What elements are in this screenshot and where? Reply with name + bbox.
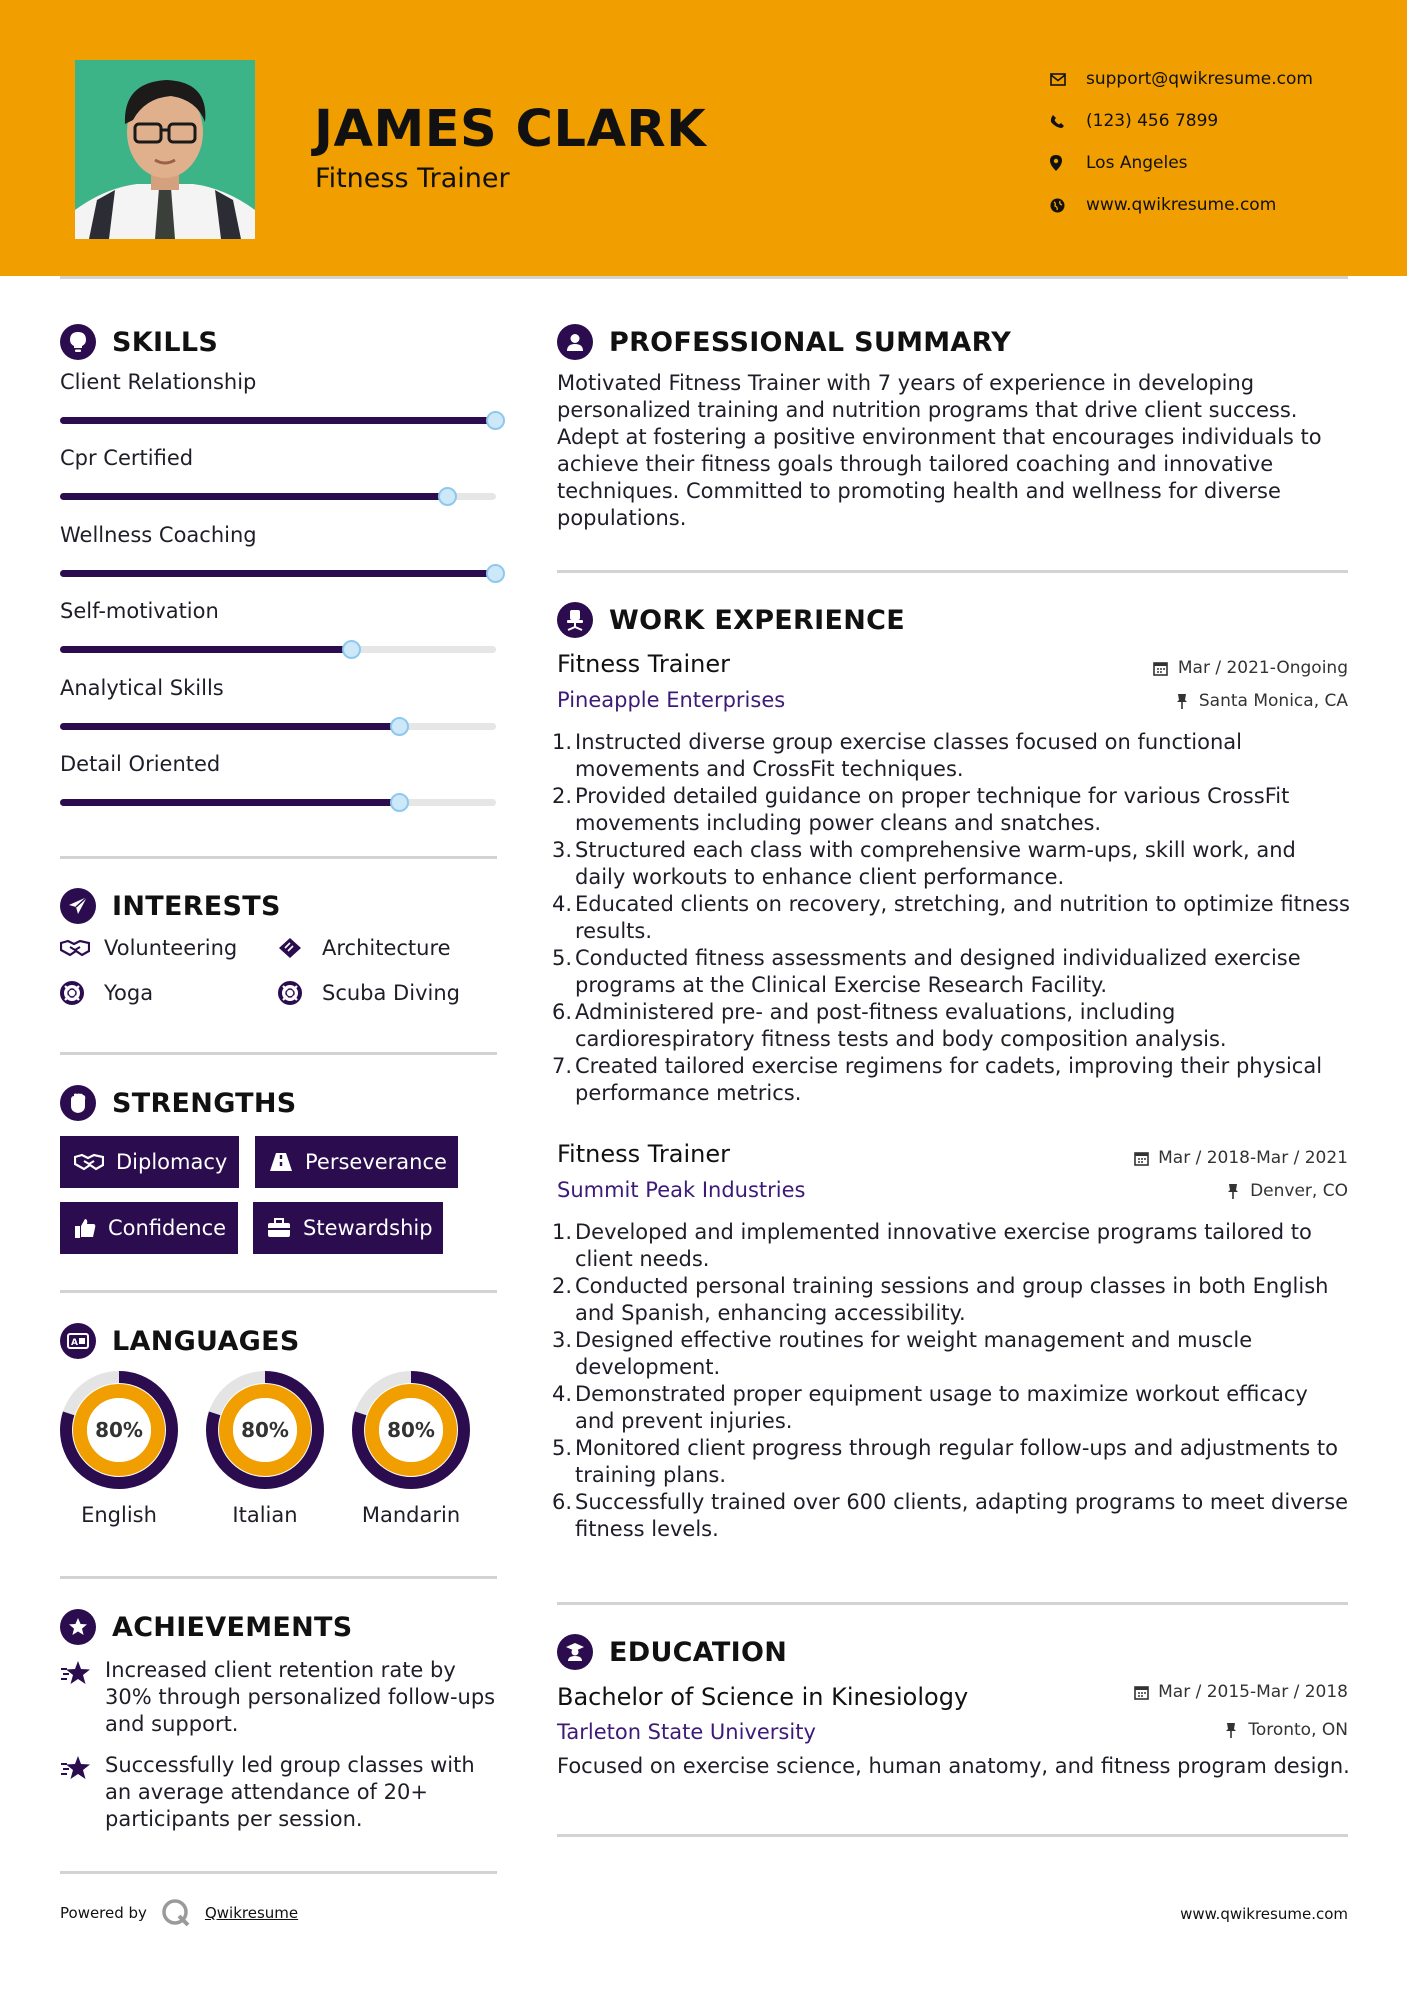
language-ring — [58, 1369, 180, 1491]
job-company: Pineapple Enterprises — [557, 688, 786, 712]
job-bullet-text: Designed effective routines for weight management and muscle development. — [575, 1328, 1253, 1379]
job-title: Fitness Trainer — [557, 1140, 730, 1168]
location-pin-icon — [1050, 153, 1086, 173]
job-bullets — [552, 1219, 1352, 1543]
skills-title: SKILLS — [112, 326, 219, 358]
interest-item — [278, 980, 460, 1006]
job-bullet-text: Conducted personal training sessions and group classes in both English and Spanish, enhancing accessibility. — [575, 1274, 1329, 1325]
experience-title: WORK EXPERIENCE — [609, 604, 905, 636]
skill-label: Client Relationship — [60, 370, 257, 394]
skill-item — [60, 370, 500, 446]
bullet-number: 5. — [552, 946, 573, 970]
bullet-number: 3. — [552, 838, 573, 862]
summary-text: Motivated Fitness Trainer with 7 years of experience in developing personalized training and nutrition programs that drive client success. Adept at fostering a positive environment that encourages individuals to achieve their fitness goals through tailored coaching and innovative techniques. Committed to promoting health and wellness for diverse populations. — [557, 371, 1322, 530]
thumbs-up-icon — [74, 1216, 96, 1240]
job-bullet — [552, 837, 1352, 891]
resume-header — [0, 0, 1407, 276]
footer-website[interactable]: www.qwikresume.com — [1180, 1905, 1348, 1923]
skill-bar-fill — [60, 493, 448, 500]
skill-bar-fill — [60, 723, 400, 730]
bullet-number: 4. — [552, 1382, 573, 1406]
skill-item — [60, 676, 500, 752]
interest-label: Yoga — [104, 981, 154, 1005]
job-location — [1225, 1181, 1348, 1201]
briefcase-icon — [267, 1216, 291, 1240]
skill-bar-knob — [486, 564, 505, 583]
skill-label: Wellness Coaching — [60, 522, 257, 547]
interest-label: Architecture — [322, 936, 451, 960]
job-location — [1174, 691, 1348, 711]
achievements-heading — [60, 1609, 353, 1645]
interests-heading — [60, 888, 281, 924]
section-divider — [60, 1290, 497, 1293]
job-bullet-text: Conducted fitness assessments and designed individualized exercise programs at the Clinical Exercise Research Facility. — [575, 946, 1301, 997]
education-dates — [1133, 1682, 1348, 1702]
section-divider — [557, 1834, 1348, 1837]
languages-heading — [60, 1323, 300, 1359]
job-dates-text: Mar / 2021-Ongoing — [1177, 658, 1348, 678]
calendar-icon — [1133, 1150, 1149, 1166]
contact-email-text: support@qwikresume.com — [1086, 69, 1313, 89]
skills-heading — [60, 324, 218, 360]
bullet-number: 4. — [552, 892, 573, 916]
job-bullet — [552, 1219, 1352, 1273]
job-dates — [1133, 1148, 1348, 1168]
section-divider — [557, 1602, 1348, 1605]
job-bullet — [552, 1053, 1352, 1107]
job-bullet-text: Created tailored exercise regimens for cadets, improving their physical performance metrics. — [575, 1054, 1323, 1105]
star-icon — [60, 1754, 92, 1784]
skill-bar — [60, 723, 496, 730]
skill-bar-fill — [60, 570, 496, 577]
education-location — [1223, 1720, 1348, 1740]
star-badge-icon — [60, 1609, 96, 1645]
contact-website-text: www.qwikresume.com — [1086, 195, 1277, 215]
job-bullet — [552, 1489, 1352, 1543]
skill-bar-knob — [486, 411, 505, 430]
job-title: Fitness Trainer — [557, 650, 730, 678]
graduate-icon — [557, 1634, 593, 1670]
lifebuoy-icon — [60, 980, 90, 1006]
powered-by-text: Powered by — [60, 1904, 147, 1922]
job-bullet-text: Monitored client progress through regular follow-ups and adjustments to training plans. — [575, 1436, 1338, 1487]
strength-chip — [253, 1202, 443, 1254]
interest-label: Scuba Diving — [322, 981, 460, 1005]
skill-bar-knob — [438, 487, 457, 506]
strength-chip — [255, 1136, 458, 1188]
job-bullet — [552, 1381, 1352, 1435]
skill-label: Cpr Certified — [60, 446, 194, 471]
skill-bar-fill — [60, 417, 496, 424]
contact-phone[interactable] — [1050, 100, 1380, 142]
education-heading — [557, 1634, 787, 1670]
bullet-number: 3. — [552, 1328, 573, 1352]
achievement-text: Successfully led group classes with an average attendance of 20+ participants per session. — [105, 1753, 475, 1831]
job-bullet-text: Instructed diverse group exercise classes focused on functional movements and CrossFit techniques. — [575, 730, 1242, 781]
job-location-text: Santa Monica, CA — [1198, 691, 1348, 711]
calendar-icon — [1153, 660, 1169, 676]
achievement-text: Increased client retention rate by 30% through personalized follow-ups and support. — [105, 1658, 496, 1736]
strength-label: Stewardship — [303, 1216, 433, 1240]
achievement-item — [60, 1752, 500, 1833]
contact-email[interactable] — [1050, 58, 1380, 100]
star-icon — [60, 1659, 92, 1689]
job-bullet — [552, 1327, 1352, 1381]
language-ring — [204, 1369, 326, 1491]
paper-plane-icon — [60, 888, 96, 924]
job-bullet — [552, 999, 1352, 1053]
skill-bar-knob — [390, 717, 409, 736]
achievement-item — [60, 1657, 500, 1738]
language-item — [58, 1369, 180, 1527]
job-bullet-text: Administered pre- and post-fitness evaluations, including cardiorespiratory fitness tests and body composition analysis. — [575, 1000, 1227, 1051]
job-bullet — [552, 891, 1352, 945]
interest-item — [60, 980, 153, 1006]
lightbulb-icon — [60, 324, 96, 360]
summary-heading — [557, 324, 1011, 360]
strength-chip — [60, 1136, 239, 1188]
interest-item — [278, 935, 451, 961]
job-dates-text: Mar / 2018-Mar / 2021 — [1158, 1148, 1348, 1168]
bullet-number: 7. — [552, 1054, 573, 1078]
lifebuoy-icon — [278, 980, 308, 1006]
interest-label: Volunteering — [104, 936, 238, 960]
section-divider — [60, 1871, 497, 1874]
education-school: Tarleton State University — [557, 1720, 816, 1744]
bullet-number: 6. — [552, 1490, 573, 1514]
job-bullet — [552, 1273, 1352, 1327]
contact-phone-text: (123) 456 7899 — [1086, 111, 1219, 131]
language-percent: 80% — [241, 1418, 289, 1442]
job-bullet-text: Structured each class with comprehensive warm-ups, skill work, and daily workouts to enhance client performance. — [575, 838, 1296, 889]
brand-link[interactable]: Qwikresume — [204, 1904, 299, 1922]
language-item — [204, 1369, 326, 1527]
bullet-number: 5. — [552, 1436, 573, 1460]
job-bullets — [552, 729, 1352, 1107]
handshake-icon — [74, 1150, 104, 1174]
strengths-title: STRENGTHS — [112, 1087, 297, 1119]
strength-label: Diplomacy — [116, 1150, 228, 1174]
skill-bar-fill — [60, 799, 400, 806]
job-bullet-text: Demonstrated proper equipment usage to maximize workout efficacy and prevent injuries. — [575, 1382, 1308, 1433]
footer-powered-by — [60, 1898, 298, 1928]
job-bullet-text: Successfully trained over 600 clients, adapting programs to meet diverse fitness levels. — [575, 1490, 1349, 1541]
skill-label: Detail Oriented — [60, 751, 221, 776]
skill-bar — [60, 799, 496, 806]
candidate-title: Fitness Trainer — [315, 163, 510, 194]
skill-bar — [60, 493, 496, 500]
language-name: English — [81, 1503, 157, 1527]
section-divider — [60, 1576, 497, 1579]
summary-title: PROFESSIONAL SUMMARY — [609, 326, 1012, 358]
section-divider — [557, 570, 1348, 573]
bullet-number: 2. — [552, 1274, 573, 1298]
job-bullet-text: Provided detailed guidance on proper technique for various CrossFit movements including power cleans and snatches. — [575, 784, 1290, 835]
skills-list — [60, 370, 500, 828]
strength-label: Confidence — [108, 1216, 227, 1240]
skill-label: Analytical Skills — [60, 675, 224, 700]
pushpin-icon — [1223, 1722, 1239, 1738]
contact-location — [1050, 142, 1380, 184]
bullet-number: 1. — [552, 730, 573, 754]
job-company: Summit Peak Industries — [557, 1178, 806, 1202]
calendar-icon — [1133, 1684, 1149, 1700]
handshake-icon — [60, 935, 90, 961]
skill-item — [60, 523, 500, 599]
qwikresume-logo-icon — [161, 1898, 191, 1928]
job-bullet-text: Developed and implemented innovative exercise programs tailored to client needs. — [575, 1220, 1312, 1271]
strength-chip — [60, 1202, 238, 1254]
job-location-text: Denver, CO — [1250, 1181, 1348, 1201]
pushpin-icon — [1174, 693, 1190, 709]
header-divider — [60, 276, 1348, 279]
education-title: EDUCATION — [609, 1636, 788, 1668]
education-degree: Bachelor of Science in Kinesiology — [557, 1683, 969, 1711]
education-location-text: Toronto, ON — [1248, 1720, 1348, 1740]
skill-bar — [60, 417, 496, 424]
experience-heading — [557, 602, 905, 638]
skill-item — [60, 752, 500, 828]
job-bullet-text: Educated clients on recovery, stretching, and nutrition to optimize fitness results. — [575, 892, 1350, 943]
office-chair-icon — [557, 602, 593, 638]
language-name: Mandarin — [361, 1503, 461, 1527]
ruler-pencil-icon — [278, 935, 308, 961]
contact-location-text: Los Angeles — [1086, 153, 1188, 173]
bullet-number: 1. — [552, 1220, 573, 1244]
candidate-name: JAMES CLARK — [314, 100, 707, 159]
skill-bar — [60, 570, 496, 577]
language-name: Italian — [232, 1503, 298, 1527]
svg-text:A: A — [71, 1338, 78, 1348]
language-icon — [60, 1323, 96, 1359]
strengths-heading — [60, 1085, 297, 1121]
language-ring — [350, 1369, 472, 1491]
languages-title: LANGUAGES — [112, 1325, 300, 1357]
interests-title: INTERESTS — [112, 890, 281, 922]
language-percent: 80% — [95, 1418, 143, 1442]
job-bullet — [552, 1435, 1352, 1489]
bullet-number: 2. — [552, 784, 573, 808]
pushpin-icon — [1225, 1183, 1241, 1199]
skill-item — [60, 599, 500, 675]
language-percent: 80% — [387, 1418, 435, 1442]
envelope-icon — [1050, 69, 1086, 89]
skill-bar — [60, 646, 496, 653]
phone-icon — [1050, 111, 1086, 131]
section-divider — [60, 856, 497, 859]
globe-icon — [1050, 195, 1086, 215]
education-description: Focused on exercise science, human anatomy, and fitness program design. — [557, 1754, 1350, 1778]
bullet-number: 6. — [552, 1000, 573, 1024]
user-icon — [557, 324, 593, 360]
job-dates — [1153, 658, 1348, 678]
skill-bar-fill — [60, 646, 352, 653]
job-bullet — [552, 783, 1352, 837]
language-item — [350, 1369, 472, 1527]
raised-fist-icon — [60, 1085, 96, 1121]
profile-photo — [75, 60, 255, 239]
road-icon — [269, 1150, 293, 1174]
skill-bar-knob — [390, 793, 409, 812]
job-bullet — [552, 945, 1352, 999]
section-divider — [60, 1052, 497, 1055]
contact-list — [1050, 58, 1380, 226]
interest-item — [60, 935, 237, 961]
education-dates-text: Mar / 2015-Mar / 2018 — [1158, 1682, 1348, 1702]
skill-label: Self-motivation — [60, 599, 219, 624]
job-bullet — [552, 729, 1352, 783]
skill-bar-knob — [342, 640, 361, 659]
strength-label: Perseverance — [305, 1150, 447, 1174]
contact-website[interactable] — [1050, 184, 1380, 226]
skill-item — [60, 446, 500, 522]
achievements-title: ACHIEVEMENTS — [112, 1611, 353, 1643]
